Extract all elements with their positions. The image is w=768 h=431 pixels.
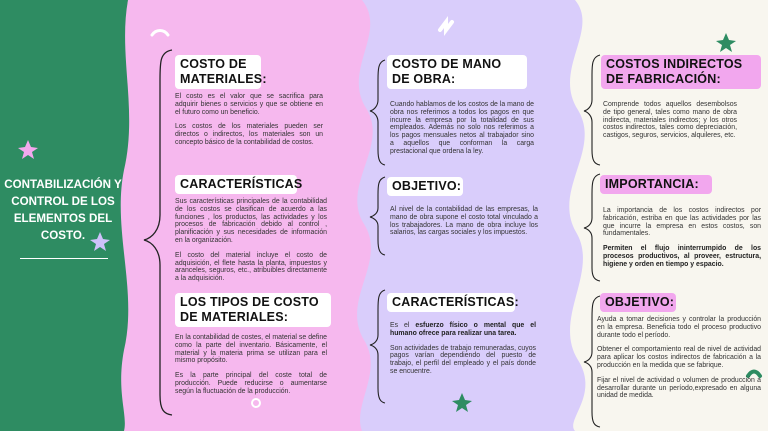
tipos-materiales-p1: En la contabilidad de costes, el material se define como la parte del inventario. Básicamente, el material y la materia prima se utilizan para el mismo propósito. — [175, 334, 327, 365]
text-objetivo-indirectos — [597, 316, 761, 407]
text-costo-materiales — [175, 93, 323, 154]
heading-tipos-costo-materiales: LOS TIPOS DE COSTO DE MATERIALES: — [175, 293, 331, 327]
importancia-p1: La importancia de los costos indirectos por fabricación, estriba en que las actividades por las que incurre la empresa en estos costos, son fundamentales. — [603, 207, 761, 238]
heading-objetivo-indirectos: OBJETIVO: — [600, 293, 676, 312]
text-costos-indirectos — [603, 101, 737, 147]
caracteristicas-materiales-p2: El costo del material incluye el costo de adquisición, el flete hasta la planta, impuestos y aranceles, seguros, etc., atribuibles directamente a la adquisición. — [175, 251, 327, 283]
costo-mano-obra-p1: Cuando hablamos de los costos de la mano de obra nos referimos a todos los pagos en que incurre la empresa por la totalidad de sus empleados. Además no solo nos referimos a los pagos mensuales netos al trabajador sino a aquellos que conforman la carga prestacional que ordena la ley. — [390, 101, 534, 155]
caracteristicas-mano-obra-p1 — [390, 322, 536, 338]
caracteristicas-mano-obra-p1-pre: Es el — [390, 322, 416, 329]
text-tipos-costo-materiales — [175, 334, 327, 403]
heading-costos-indirectos: COSTOS INDIRECTOS DE FABRICACIÓN: — [601, 55, 761, 89]
text-caracteristicas-mano-obra — [390, 322, 536, 383]
text-caracteristicas-materiales — [175, 198, 327, 290]
importancia-p2: Permiten el flujo ininterrumpido de los procesos productivos, al proveer, estructura, higiene y orden en tiempo y espacio. — [603, 245, 761, 268]
objetivo-indirectos-p1: Ayuda a tomar decisiones y controlar la producción en la empresa. Beneficia todo el proceso productivo durante todo el período. — [597, 316, 761, 339]
costo-materiales-p1: El costo es el valor que se sacrifica para adquirir bienes o servicios y que se obtiene en el futuro como un beneficio. — [175, 93, 323, 116]
text-objetivo-mano-obra — [390, 206, 538, 244]
objetivo-mano-obra-p1: Al nivel de la contabilidad de las empresas, la mano de obra supone el costo total vinculado a los trabajadores. La mano de obra incluye los salarios, las cargas sociales y los impuestos. — [390, 206, 538, 237]
caracteristicas-materiales-p1: Sus características principales de la contabilidad de los costos se clasifican de acuerdo a las funciones , los productos, las actividades y los procesos de fabricación debido al control , planificación y sus necesidades de información en la organización. — [175, 198, 327, 244]
tipos-materiales-p2: Es la parte principal del coste total de producción. Puede reducirse o aumentarse según la fluctuación de la producción. — [175, 372, 327, 395]
title-underline — [20, 258, 108, 259]
heading-caracteristicas-materiales: CARACTERÍSTICAS — [175, 175, 297, 194]
objetivo-indirectos-p2: Obtener el comportamiento real de nivel de actividad para aplicar los costos indirectos de fabricación a la producción en la medida que se fabrique. — [597, 346, 761, 369]
heading-importancia: IMPORTANCIA: — [600, 175, 712, 194]
heading-costo-mano-obra: COSTO DE MANO DE OBRA: — [387, 55, 527, 89]
caracteristicas-mano-obra-p2: Son actividades de trabajo remuneradas, cuyos pagos varían dependiendo del puesto de trabajo, el perfil del empleado y el país donde se encuentre. — [390, 344, 536, 375]
heading-caracteristicas-mano-obra: CARACTERÍSTICAS: — [387, 293, 515, 312]
costos-indirectos-p1: Comprende todos aquellos desembolsos de tipo general, tales como mano de obra indirecta, materiales indirectos; y los otros costos indirectos, tales como depreciación, castigos, seguros, servicios, alquileres, etc. — [603, 101, 737, 140]
main-title: CONTABILIZACIÓN Y CONTROL DE LOS ELEMENTOS DEL COSTO. — [4, 178, 122, 242]
objetivo-indirectos-p3: Fijar el nivel de actividad o volumen de producción a desarrollar durante un período,expresado en alguna unidad de medida. — [597, 376, 761, 400]
caracteristicas-mano-obra-p1-bold: esfuerzo físico o mental que el humano ofrece para realizar una tarea. — [390, 322, 536, 337]
heading-objetivo-mano-obra: OBJETIVO: — [387, 177, 463, 196]
heading-costo-materiales: COSTO DE MATERIALES: — [175, 55, 261, 89]
text-costo-mano-obra — [390, 101, 534, 163]
text-importancia — [603, 207, 761, 276]
costo-materiales-p2: Los costos de los materiales pueden ser directos o indirectos, los materiales son un concepto básico de la contabilidad de costos. — [175, 123, 323, 146]
